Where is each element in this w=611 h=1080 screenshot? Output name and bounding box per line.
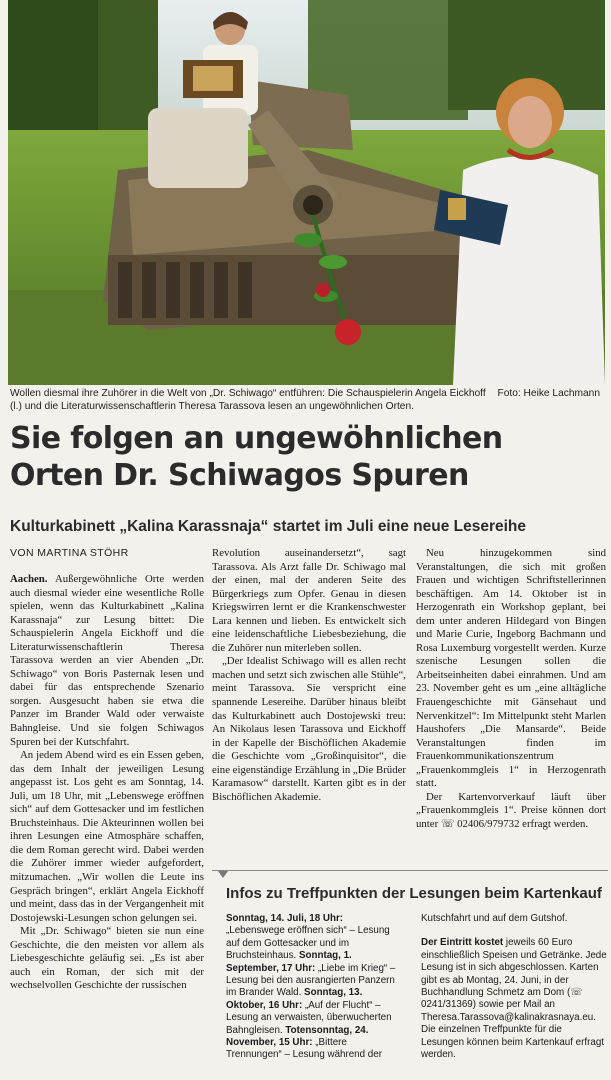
author-byline: VON MARTINA STÖHR (10, 547, 129, 559)
paragraph-text: Außergewöhnliche Orte werden auch diesmal wieder eine wesentliche Rolle spielen, wenn das Kulturkabinett „Kalina Karassnaja“ zur Lesung bittet: Die Schauspielerin Angela Eickhoff und die Literaturwissenschaftlerin Theresa Tarassova werden an vier Abenden „Dr. Schiwago“ von Boris Pasternak lesen und dabei für das entsprechende Szenario sorgen. Ausgesucht haben sie etwa die Panzer im Brander Wald oder verwaiste Bahngleise. Und sie folgen Schiwagos Spuren bei der Kutschfahrt. (10, 573, 204, 748)
paragraph (10, 573, 204, 749)
event-continuation: Kutschfahrt und auf dem Gutshof. (421, 913, 568, 924)
subhead-bold: Kulturkabinett „Kalina Karassnaja“ (10, 518, 269, 535)
event-date: Sonntag, 14. Juli, 18 Uhr: (226, 913, 344, 924)
paragraph: Mit „Dr. Schiwago“ bieten sie nun eine Geschichte, die den meisten vor allem als Liebesgeschichte geläufig sei. „Es ist aber auch ein Roman, der sich mit der wechselvollen Geschichte der russischen (10, 925, 204, 992)
paragraph: Neu hinzugekommen sind Veranstaltungen, die sich mit großen Frauen und wichtigen Schriftstellerinnen beschäftigen. Am 14. Oktober ist in Herzogenrath ein Workshop geplant, bei dem unter anderen Hildegard von Bingen und Marie Curie, Ingeborg Bachmann und Rosa Luxemburg vorgestellt werden. Kurze szenische Lesungen sollen die Arbeitseinheiten dabei einrahmen. Und am 23. November geht es um „eine alltägliche Frauengeschichte mit Gänsehaut und Nervenkitzel“: Im Mittelpunkt steht Marlen Haushofers „Die Mansarde“. Beide Veranstaltungen finden im Frauenkommunikationszentrum „Frauenkommgleis 1“ in Herzogenrath statt. (416, 547, 606, 790)
ticket-price-label: Der Eintritt kostet (421, 937, 504, 949)
paragraph: Der Kartenvorverkauf läuft über „Frauenkommgleis 1“. Preise können dort unter ☏ 02406/979732 erfragt werden. (416, 790, 606, 830)
info-box-title (226, 884, 602, 904)
event-date: Sonntag, 1. September, 17 Uhr: (226, 950, 352, 974)
paragraph: Revolution auseinandersetzt“, sagt Tarassova. Als Arzt falle Dr. Schiwago mal der einen, mal der anderen Seite des Bürgerkriegs zum Opfer. Genau in diesen Kriegswirren lernt er die Krankenschwester Lara kennen und lieben. Es entwickelt sich eine leidenschaftliche Liebesbeziehung, die die Zuhörer nun miterleben sollen. (212, 547, 406, 654)
dateline: Aachen. (10, 573, 48, 585)
info-box-column-2 (421, 913, 607, 1061)
article-photo (8, 0, 605, 385)
title-prefix: Infos zu (226, 885, 287, 902)
headline-line-2: Orten Dr. Schiwagos Spuren (10, 458, 469, 493)
ticket-info (421, 937, 607, 1061)
ticket-info-text: jeweils 60 Euro einschließlich Speisen und Getränke. Jede Lesung ist in sich abgeschlossen. Karten gibt es ab Montag, 24. Juni, in der Buchhandlung Schmetz am Dom (☏ 0241/31369) sowie per Mail an Theresa.Tarassova@kalinakrasnaya.eu. Die einzelnen Treffpunkte für die Lesungen können beim Kartenkauf erfragt werden. (421, 937, 607, 1061)
paragraph: „Der Idealist Schiwago will es allen recht machen und setzt sich zwischen alle Stühle“, meint Tarassova. Sie verspricht eine spannende Lesereihe. Darüber hinaus bleibt das Kulturkabinett auch Dostojewski treu: An Nikolaus lesen Tarassova und Eickhoff in der Kapelle der Bischöflichen Akademie die Geschichte vom „Großinquisitor“, die eine eigenständige Erzählung in „Die Brüder Karamasow“ darstellt. Karten gibt es in der Bischöflichen Akademie. (212, 655, 406, 803)
event-date: Sonntag, 13. Oktober, 16 Uhr: (226, 987, 363, 1011)
info-box-column-1 (226, 913, 404, 1062)
caption-text: Wollen diesmal ihre Zuhörer in die Welt von „Dr. Schiwago“ entführen: Die Schauspielerin Angela Eickhoff (l.) und die Literaturwissenschaftlerin Theresa Tarassova lesen an ungewöhnlichen Orten. (10, 388, 486, 412)
info-box-rule (212, 870, 608, 871)
event-text: „Liebe im Krieg“ – Lesung bei den ausrangierten Panzern im Brander Wald. (226, 962, 396, 999)
article-column-1 (10, 573, 204, 993)
article-headline (10, 420, 602, 494)
article-column-2 (212, 547, 406, 804)
event-text: „Bittere Trennungen“ – Lesung während der (226, 1037, 382, 1061)
photo-credit: Foto: Heike Lachmann (497, 388, 600, 399)
subhead-rest: startet im Juli eine neue Lesereihe (268, 518, 526, 535)
article-subhead (10, 517, 602, 537)
triangle-marker-icon (218, 871, 228, 878)
article-column-3 (416, 547, 606, 831)
title-bold: Treffpunkten (286, 885, 378, 902)
title-suffix: der Lesungen beim Kartenkauf (377, 885, 602, 902)
headline-line-1: Sie folgen an ungewöhnlichen (10, 421, 503, 456)
event-text: „Lebenswege eröffnen sich“ – Lesung auf dem Gottesacker und im Bruchsteinhaus. (226, 925, 390, 962)
event-text: „Auf der Flucht“ – Lesung an verwaisten, überwucherten Bahngleisen. (226, 999, 392, 1036)
event-list (226, 913, 404, 1062)
photo-caption (10, 387, 600, 413)
photo-illustration (8, 0, 605, 385)
paragraph: An jedem Abend wird es ein Essen geben, das dem Inhalt der jeweiligen Lesung angepasst ist. Los geht es am Sonntag, 14. Juli, um 18 Uhr, mit „Lebenswege eröffnen sich“ auf dem Gottesacker und im festlichen Bruchsteinhaus. Die Akteurinnen wollen bei ihren Lesungen eine Atmosphäre schaffen, die dem Roman gerecht wird. Dabei werden die Zuhörer immer wieder aufgefordert, mitzumachen. „Wir wollen die Leute ins Gespräch bringen“, erklärt Angela Eickhoff und meint, dass das in der Vergangenheit mit Dostojewski-Lesungen schon gelungen sei. (10, 749, 204, 924)
event-date: Totensonntag, 24. November, 15 Uhr: (226, 1024, 369, 1049)
info-box (212, 870, 608, 1080)
